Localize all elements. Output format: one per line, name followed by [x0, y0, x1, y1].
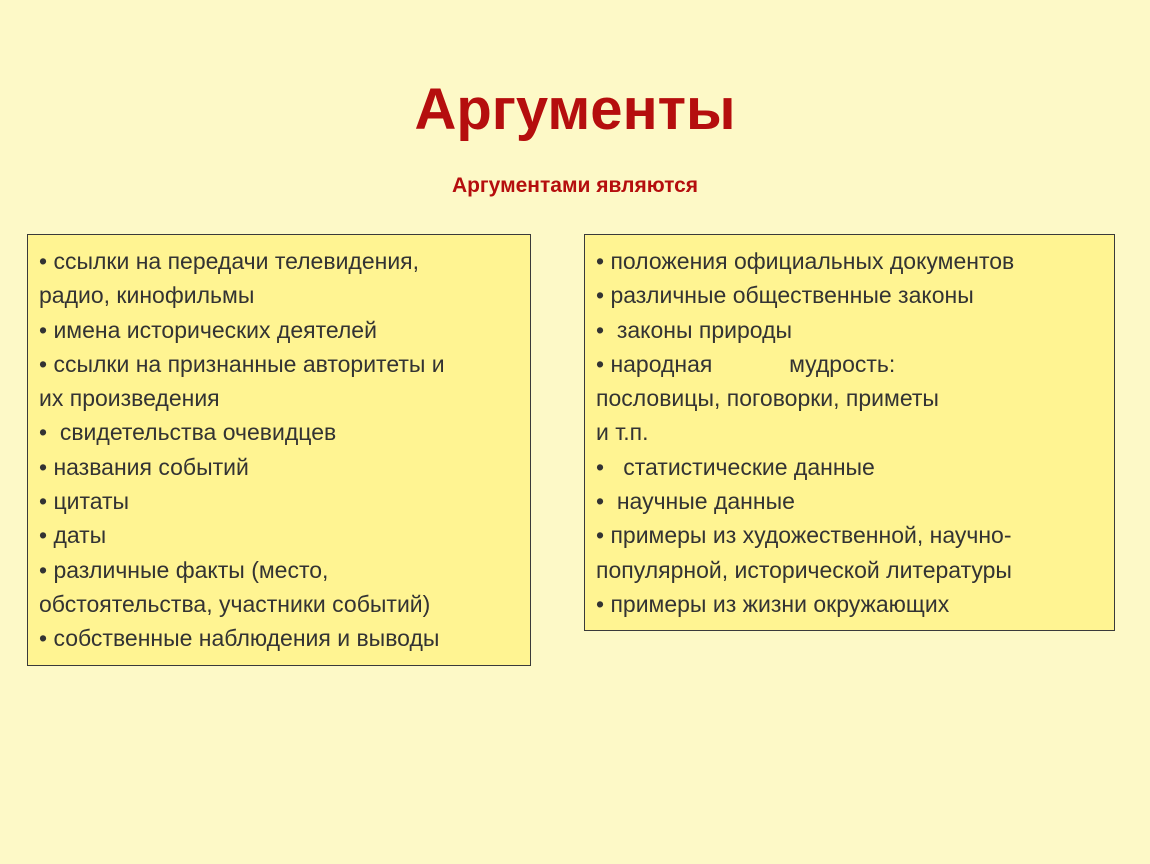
list-line: их произведения [39, 385, 220, 412]
list-line: радио, кинофильмы [39, 282, 255, 309]
right-argument-box [584, 234, 1115, 631]
list-line: • даты [39, 522, 107, 549]
list-line: • народная мудрость: [596, 350, 896, 377]
list-line: • положения официальных документов [596, 248, 1015, 274]
list-line: пословицы, поговорки, приметы [596, 385, 939, 412]
list-line: • научные данные [596, 488, 795, 515]
slide-subtitle: Аргументами являются [451, 174, 699, 197]
list-line: • различные факты (место, [39, 556, 329, 583]
list-line: • названия событий [39, 453, 249, 480]
list-line: • статистические данные [596, 453, 875, 480]
list-line: популярной, исторической литературы [596, 556, 1012, 583]
list-line: • законы природы [596, 316, 793, 343]
list-line: и т.п. [596, 419, 649, 446]
list-line: • собственные наблюдения и выводы [39, 625, 440, 652]
list-line: • ссылки на передачи телевидения, [39, 248, 420, 274]
list-line: • ссылки на признанные авторитеты и [39, 350, 445, 377]
list-line: • примеры из жизни окружающих [596, 590, 950, 617]
slide-title: Аргументы [414, 77, 736, 142]
list-line: • примеры из художественной, научно- [596, 522, 1012, 549]
list-line: обстоятельства, участники событий) [39, 590, 431, 617]
list-line: • различные общественные законы [596, 282, 974, 309]
list-line: • имена исторических деятелей [39, 316, 377, 343]
list-line: • свидетельства очевидцев [39, 419, 337, 446]
left-argument-box [27, 234, 531, 666]
list-line: • цитаты [39, 488, 130, 515]
